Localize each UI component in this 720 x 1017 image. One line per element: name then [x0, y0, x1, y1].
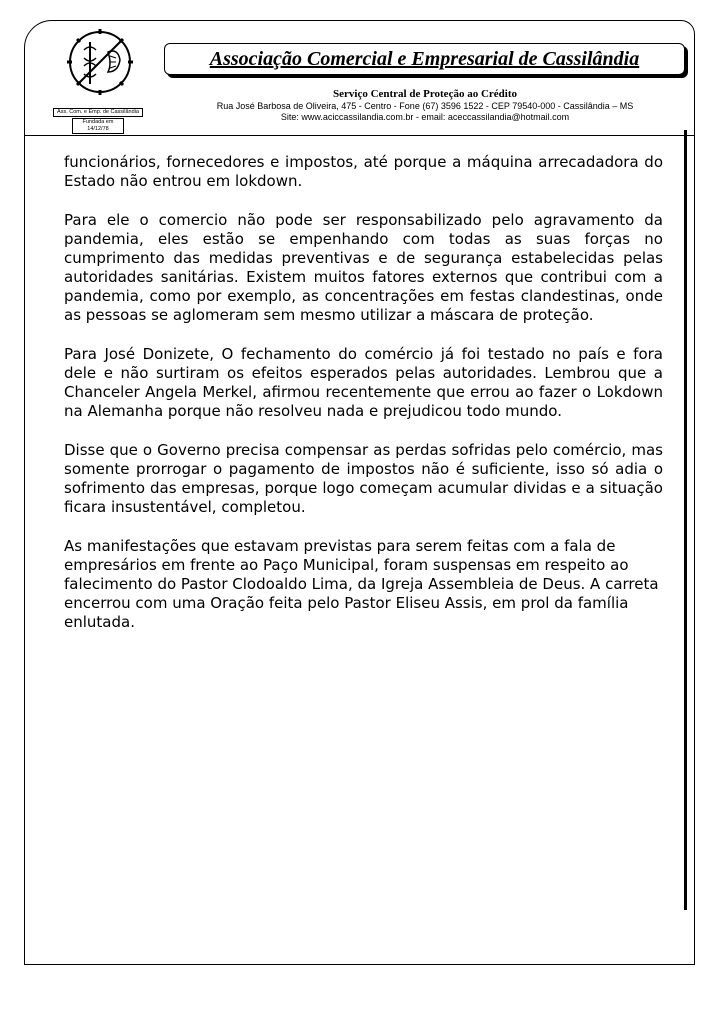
paragraph-5: As manifestações que estavam previstas para serem feitas com a fala de empresários em frente ao Paço Municipal, foram suspensas em respeito ao falecimento do Pastor Clodoaldo Lima, da Igreja Assembleia de Deus. A carreta encerrou com uma Oração feita pelo Pastor Eliseu Assis, em prol da família enlutada.	[64, 537, 659, 631]
association-logo-icon	[58, 28, 142, 96]
service-subtitle: Serviço Central de Proteção ao Crédito	[333, 88, 517, 100]
paragraph-2: Para ele o comercio não pode ser responsabilizado pelo agravamento da pandemia, eles estão se empenhando com todas as suas forças no cumprimento das medidas preventivas e de segurança estabelecidas pelas autoridades sanitárias. Existem muitos fatores externos que contribui com a pandemia, como por exemplo, as concentrações em festas clandestinas, onde as pessoas se aglomeram sem mesmo utilizar a máscara de proteção.	[64, 211, 663, 324]
header-divider	[24, 135, 695, 136]
contact-info	[160, 101, 690, 123]
document-body	[64, 153, 663, 652]
frame-shadow	[684, 130, 687, 910]
paragraph-3: Para José Donizete, O fechamento do comércio já foi testado no país e fora dele e não surtiram os efeitos esperados pelas autoridades. Lembrou que a Chanceler Angela Merkel, afirmou recentemente que errou ao fazer o Lokdown na Alemanha porque não resolveu nada e prejudicou todo mundo.	[64, 345, 663, 420]
address-line: Rua José Barbosa de Oliveira, 475 - Centro - Fone (67) 3596 1522 - CEP 79540-000 - Cassilândia – MS	[216, 101, 634, 111]
paragraph-1: funcionários, fornecedores e impostos, até porque a máquina arrecadadora do Estado não entrou em lokdown.	[64, 153, 663, 190]
site-email-line: Site: www.aciccassilandia.com.br - email: aceccassilandia@hotmail.com	[280, 112, 570, 122]
logo-caption-name: Ass. Com. e Emp. de Cassilândia	[53, 108, 143, 117]
paragraph-4: Disse que o Governo precisa compensar as perdas sofridas pelo comércio, mas somente prorrogar o pagamento de impostos não é suficiente, isso só adia o sofrimento das empresas, porque logo começam acumular dividas e a situação ficara insustentável, completou.	[64, 441, 663, 516]
title-box	[164, 43, 685, 75]
association-title: Associação Comercial e Empresarial de Cassilândia	[209, 47, 640, 70]
logo-caption	[50, 108, 146, 135]
logo-caption-founded: Fundada em 14/12/78	[72, 118, 124, 134]
